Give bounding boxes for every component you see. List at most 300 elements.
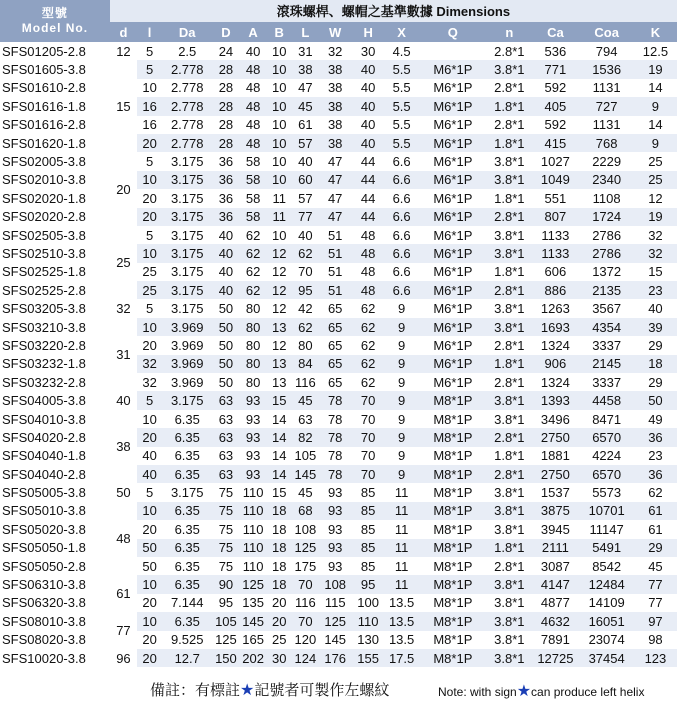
cell-x: 6.6 (385, 208, 418, 226)
cell-k: 9 (634, 97, 677, 115)
cell-l: 60 (292, 171, 319, 189)
cell-ca: 405 (531, 97, 579, 115)
cell-l: 25 (137, 281, 162, 299)
cell-coa: 3567 (579, 299, 633, 317)
cell-d: 75 (212, 502, 239, 520)
cell-da: 2.778 (162, 134, 212, 152)
cell-h: 30 (351, 42, 384, 60)
cell-d: 95 (212, 594, 239, 612)
cell-l: 63 (292, 410, 319, 428)
cell-x: 11 (385, 520, 418, 538)
cell-w: 78 (319, 428, 351, 446)
model-cell: SFS08020-3.8 (0, 631, 110, 649)
cell-w: 38 (319, 134, 351, 152)
cell-k: 25 (634, 171, 677, 189)
cell-l: 32 (137, 355, 162, 373)
table-title: 滾珠螺桿、螺帽之基準數據 Dimensions (110, 0, 677, 22)
cell-a: 165 (240, 631, 267, 649)
cell-l: 108 (292, 520, 319, 538)
cell-l: 5 (137, 60, 162, 78)
cell-ca: 606 (531, 263, 579, 281)
cell-w: 65 (319, 299, 351, 317)
cell-l: 47 (292, 79, 319, 97)
cell-d: 61 (110, 575, 137, 612)
cell-w: 93 (319, 520, 351, 538)
cell-d: 125 (212, 631, 239, 649)
cell-d: 48 (110, 502, 137, 576)
cell-k: 123 (634, 649, 677, 667)
cell-ca: 551 (531, 189, 579, 207)
cell-da: 6.35 (162, 428, 212, 446)
model-header (0, 0, 110, 42)
cell-n: 3.8*1 (487, 520, 531, 538)
cell-d: 28 (212, 116, 239, 134)
cell-ca: 1133 (531, 226, 579, 244)
cell-coa: 2229 (579, 152, 633, 170)
cell-ca: 1049 (531, 171, 579, 189)
cell-h: 85 (351, 520, 384, 538)
cell-l: 120 (292, 631, 319, 649)
cell-da: 3.175 (162, 171, 212, 189)
table-row (0, 336, 677, 354)
cell-n: 3.8*1 (487, 483, 531, 501)
cell-h: 85 (351, 539, 384, 557)
cell-da: 3.175 (162, 208, 212, 226)
cell-k: 36 (634, 465, 677, 483)
cell-b: 15 (267, 483, 292, 501)
cell-q: M6*1P (418, 79, 487, 97)
cell-q: M6*1P (418, 263, 487, 281)
cell-x: 11 (385, 502, 418, 520)
cell-d: 63 (212, 410, 239, 428)
cell-l: 10 (137, 410, 162, 428)
cell-l: 70 (292, 575, 319, 593)
footnote-en (438, 681, 644, 701)
cell-x: 11 (385, 557, 418, 575)
cell-x: 9 (385, 465, 418, 483)
cell-q: M6*1P (418, 134, 487, 152)
cell-n: 2.8*1 (487, 465, 531, 483)
cell-w: 38 (319, 116, 351, 134)
cell-n: 2.8*1 (487, 116, 531, 134)
cell-coa: 1108 (579, 189, 633, 207)
model-cell: SFS01616-2.8 (0, 116, 110, 134)
cell-b: 11 (267, 189, 292, 207)
cell-coa: 727 (579, 97, 633, 115)
column-header-w: W (319, 22, 351, 42)
model-cell: SFS02005-3.8 (0, 152, 110, 170)
column-header-d: d (110, 22, 137, 42)
cell-k: 32 (634, 226, 677, 244)
cell-b: 10 (267, 134, 292, 152)
cell-n: 3.8*1 (487, 226, 531, 244)
cell-ca: 1324 (531, 336, 579, 354)
cell-l: 45 (292, 483, 319, 501)
cell-h: 40 (351, 134, 384, 152)
model-cell: SFS04040-2.8 (0, 465, 110, 483)
cell-d: 40 (110, 391, 137, 409)
cell-l: 50 (137, 539, 162, 557)
cell-b: 10 (267, 171, 292, 189)
cell-b: 25 (267, 631, 292, 649)
cell-coa: 5573 (579, 483, 633, 501)
cell-ca: 4147 (531, 575, 579, 593)
table-row (0, 594, 677, 612)
cell-coa: 10701 (579, 502, 633, 520)
cell-coa: 6570 (579, 465, 633, 483)
cell-d: 50 (212, 373, 239, 391)
cell-a: 110 (240, 557, 267, 575)
cell-d: 50 (110, 483, 137, 501)
cell-da: 6.35 (162, 447, 212, 465)
cell-w: 93 (319, 557, 351, 575)
cell-q: M8*1P (418, 557, 487, 575)
model-cell: SFS05020-3.8 (0, 520, 110, 538)
cell-k: 77 (634, 575, 677, 593)
cell-n: 3.8*1 (487, 594, 531, 612)
cell-h: 70 (351, 410, 384, 428)
cell-k: 19 (634, 208, 677, 226)
cell-d: 32 (110, 299, 137, 317)
cell-k: 14 (634, 116, 677, 134)
cell-k: 15 (634, 263, 677, 281)
cell-l: 5 (137, 42, 162, 60)
cell-k: 12 (634, 189, 677, 207)
cell-h: 62 (351, 299, 384, 317)
cell-w: 65 (319, 336, 351, 354)
footnote-en-prefix: Note: with sign (438, 685, 517, 699)
cell-q: M6*1P (418, 318, 487, 336)
cell-d: 20 (110, 152, 137, 226)
cell-ca: 2111 (531, 539, 579, 557)
cell-k: 40 (634, 299, 677, 317)
cell-a: 93 (240, 428, 267, 446)
cell-h: 70 (351, 447, 384, 465)
cell-w: 65 (319, 373, 351, 391)
cell-a: 125 (240, 575, 267, 593)
cell-w: 115 (319, 594, 351, 612)
cell-l: 68 (292, 502, 319, 520)
column-header-coa: Coa (579, 22, 633, 42)
cell-q: M6*1P (418, 281, 487, 299)
cell-b: 14 (267, 428, 292, 446)
cell-coa: 8471 (579, 410, 633, 428)
model-cell: SFS01610-2.8 (0, 79, 110, 97)
cell-a: 80 (240, 373, 267, 391)
cell-w: 47 (319, 208, 351, 226)
table-row (0, 244, 677, 262)
cell-a: 62 (240, 226, 267, 244)
cell-d: 31 (110, 318, 137, 392)
cell-h: 44 (351, 152, 384, 170)
cell-l: 16 (137, 97, 162, 115)
cell-h: 95 (351, 575, 384, 593)
table-row (0, 447, 677, 465)
cell-x: 9 (385, 447, 418, 465)
cell-l: 124 (292, 649, 319, 667)
cell-d: 36 (212, 208, 239, 226)
table-row (0, 263, 677, 281)
cell-k: 61 (634, 520, 677, 538)
cell-x: 11 (385, 539, 418, 557)
model-cell: SFS08010-3.8 (0, 612, 110, 630)
cell-n: 1.8*1 (487, 355, 531, 373)
cell-b: 12 (267, 299, 292, 317)
cell-d: 50 (212, 355, 239, 373)
cell-h: 85 (351, 502, 384, 520)
model-cell: SFS02510-3.8 (0, 244, 110, 262)
table-row (0, 355, 677, 373)
cell-l: 16 (137, 116, 162, 134)
cell-x: 17.5 (385, 649, 418, 667)
cell-w: 51 (319, 281, 351, 299)
cell-coa: 23074 (579, 631, 633, 649)
cell-da: 3.969 (162, 355, 212, 373)
cell-k: 14 (634, 79, 677, 97)
cell-da: 6.35 (162, 612, 212, 630)
cell-da: 3.969 (162, 318, 212, 336)
table-body (0, 42, 677, 667)
cell-coa: 1724 (579, 208, 633, 226)
cell-l: 20 (137, 428, 162, 446)
cell-coa: 37454 (579, 649, 633, 667)
cell-h: 40 (351, 60, 384, 78)
cell-n: 2.8*1 (487, 557, 531, 575)
cell-k: 23 (634, 281, 677, 299)
cell-a: 93 (240, 410, 267, 428)
table-row (0, 391, 677, 409)
cell-q: M6*1P (418, 244, 487, 262)
cell-k: 29 (634, 539, 677, 557)
cell-da: 6.35 (162, 575, 212, 593)
cell-a: 110 (240, 502, 267, 520)
cell-b: 15 (267, 391, 292, 409)
cell-da: 2.5 (162, 42, 212, 60)
cell-l: 95 (292, 281, 319, 299)
cell-h: 62 (351, 336, 384, 354)
model-cell: SFS02505-3.8 (0, 226, 110, 244)
cell-da: 2.778 (162, 60, 212, 78)
cell-ca: 1393 (531, 391, 579, 409)
cell-d: 96 (110, 649, 137, 667)
cell-b: 10 (267, 226, 292, 244)
cell-x: 5.5 (385, 79, 418, 97)
cell-da: 9.525 (162, 631, 212, 649)
cell-h: 44 (351, 208, 384, 226)
cell-coa: 5491 (579, 539, 633, 557)
cell-d: 12 (110, 42, 137, 60)
cell-d: 77 (110, 612, 137, 649)
cell-q: M8*1P (418, 391, 487, 409)
cell-ca: 1881 (531, 447, 579, 465)
cell-q: M8*1P (418, 594, 487, 612)
cell-h: 44 (351, 189, 384, 207)
cell-k: 12.5 (634, 42, 677, 60)
cell-b: 20 (267, 612, 292, 630)
cell-n: 2.8*1 (487, 336, 531, 354)
cell-l: 84 (292, 355, 319, 373)
cell-a: 93 (240, 447, 267, 465)
cell-d: 28 (212, 134, 239, 152)
cell-da: 3.969 (162, 336, 212, 354)
cell-a: 202 (240, 649, 267, 667)
cell-d: 15 (110, 60, 137, 152)
cell-n: 2.8*1 (487, 428, 531, 446)
table-row (0, 281, 677, 299)
cell-d: 25 (110, 226, 137, 300)
cell-q: M8*1P (418, 447, 487, 465)
cell-a: 93 (240, 465, 267, 483)
cell-l: 38 (292, 60, 319, 78)
cell-h: 40 (351, 97, 384, 115)
cell-d: 50 (212, 299, 239, 317)
cell-n: 3.8*1 (487, 60, 531, 78)
cell-k: 97 (634, 612, 677, 630)
model-cell: SFS03232-2.8 (0, 373, 110, 391)
cell-ca: 415 (531, 134, 579, 152)
cell-l: 10 (137, 318, 162, 336)
cell-n: 3.8*1 (487, 575, 531, 593)
footnote-en-suffix: can produce left helix (531, 685, 645, 699)
column-header-q: Q (418, 22, 487, 42)
table-row (0, 97, 677, 115)
cell-l: 145 (292, 465, 319, 483)
cell-l: 42 (292, 299, 319, 317)
cell-n: 1.8*1 (487, 447, 531, 465)
cell-l: 40 (292, 226, 319, 244)
cell-a: 62 (240, 281, 267, 299)
cell-ca: 7891 (531, 631, 579, 649)
cell-l: 10 (137, 612, 162, 630)
cell-x: 6.6 (385, 263, 418, 281)
cell-l: 40 (137, 465, 162, 483)
cell-n: 1.8*1 (487, 134, 531, 152)
cell-w: 47 (319, 189, 351, 207)
cell-da: 12.7 (162, 649, 212, 667)
model-cell: SFS03232-1.8 (0, 355, 110, 373)
cell-coa: 4224 (579, 447, 633, 465)
cell-ca: 1324 (531, 373, 579, 391)
cell-x: 6.6 (385, 244, 418, 262)
cell-l: 70 (292, 263, 319, 281)
cell-coa: 4458 (579, 391, 633, 409)
cell-b: 12 (267, 336, 292, 354)
cell-ca: 536 (531, 42, 579, 60)
cell-q: M6*1P (418, 336, 487, 354)
cell-ca: 807 (531, 208, 579, 226)
cell-w: 38 (319, 60, 351, 78)
cell-k: 61 (634, 502, 677, 520)
cell-d: 28 (212, 60, 239, 78)
cell-da: 6.35 (162, 465, 212, 483)
cell-coa: 2135 (579, 281, 633, 299)
cell-l: 20 (137, 649, 162, 667)
cell-w: 65 (319, 318, 351, 336)
cell-x: 9 (385, 355, 418, 373)
cell-w: 93 (319, 502, 351, 520)
cell-ca: 12725 (531, 649, 579, 667)
cell-h: 100 (351, 594, 384, 612)
cell-b: 10 (267, 116, 292, 134)
cell-l: 82 (292, 428, 319, 446)
cell-h: 48 (351, 226, 384, 244)
cell-da: 3.175 (162, 152, 212, 170)
model-cell: SFS02020-2.8 (0, 208, 110, 226)
cell-x: 6.6 (385, 281, 418, 299)
cell-l: 25 (137, 263, 162, 281)
cell-l: 5 (137, 226, 162, 244)
table-row (0, 483, 677, 501)
cell-b: 10 (267, 60, 292, 78)
cell-d: 63 (212, 391, 239, 409)
cell-n: 3.8*1 (487, 244, 531, 262)
cell-l: 5 (137, 391, 162, 409)
column-header-a: A (240, 22, 267, 42)
cell-d: 24 (212, 42, 239, 60)
cell-q: M6*1P (418, 152, 487, 170)
table-row (0, 575, 677, 593)
model-cell: SFS05050-2.8 (0, 557, 110, 575)
cell-b: 13 (267, 318, 292, 336)
model-cell: SFS01616-1.8 (0, 97, 110, 115)
cell-coa: 6570 (579, 428, 633, 446)
cell-w: 65 (319, 355, 351, 373)
cell-l: 5 (137, 299, 162, 317)
cell-l: 45 (292, 391, 319, 409)
cell-l: 10 (137, 502, 162, 520)
cell-x: 6.6 (385, 226, 418, 244)
model-cell: SFS01620-1.8 (0, 134, 110, 152)
cell-ca: 4877 (531, 594, 579, 612)
cell-coa: 1536 (579, 60, 633, 78)
cell-b: 12 (267, 281, 292, 299)
cell-h: 40 (351, 79, 384, 97)
cell-x: 4.5 (385, 42, 418, 60)
model-cell: SFS02525-1.8 (0, 263, 110, 281)
cell-n: 2.8*1 (487, 42, 531, 60)
cell-coa: 16051 (579, 612, 633, 630)
table-row (0, 631, 677, 649)
cell-q: M8*1P (418, 465, 487, 483)
table-row (0, 134, 677, 152)
cell-da: 7.144 (162, 594, 212, 612)
cell-n: 3.8*1 (487, 391, 531, 409)
model-cell: SFS01205-2.8 (0, 42, 110, 60)
cell-q: M8*1P (418, 649, 487, 667)
cell-da: 6.35 (162, 557, 212, 575)
cell-ca: 1693 (531, 318, 579, 336)
model-cell: SFS05005-3.8 (0, 483, 110, 501)
cell-n: 2.8*1 (487, 79, 531, 97)
cell-ca: 1537 (531, 483, 579, 501)
cell-ca: 1133 (531, 244, 579, 262)
cell-coa: 768 (579, 134, 633, 152)
cell-n: 3.8*1 (487, 612, 531, 630)
cell-n: 1.8*1 (487, 539, 531, 557)
cell-da: 3.175 (162, 226, 212, 244)
cell-x: 6.6 (385, 189, 418, 207)
table-row (0, 557, 677, 575)
table-row (0, 520, 677, 538)
cell-l: 57 (292, 189, 319, 207)
star-icon: ★ (516, 683, 532, 700)
cell-a: 110 (240, 539, 267, 557)
cell-a: 135 (240, 594, 267, 612)
star-icon: ★ (240, 682, 255, 699)
cell-n: 2.8*1 (487, 281, 531, 299)
cell-l: 20 (137, 631, 162, 649)
cell-coa: 2145 (579, 355, 633, 373)
